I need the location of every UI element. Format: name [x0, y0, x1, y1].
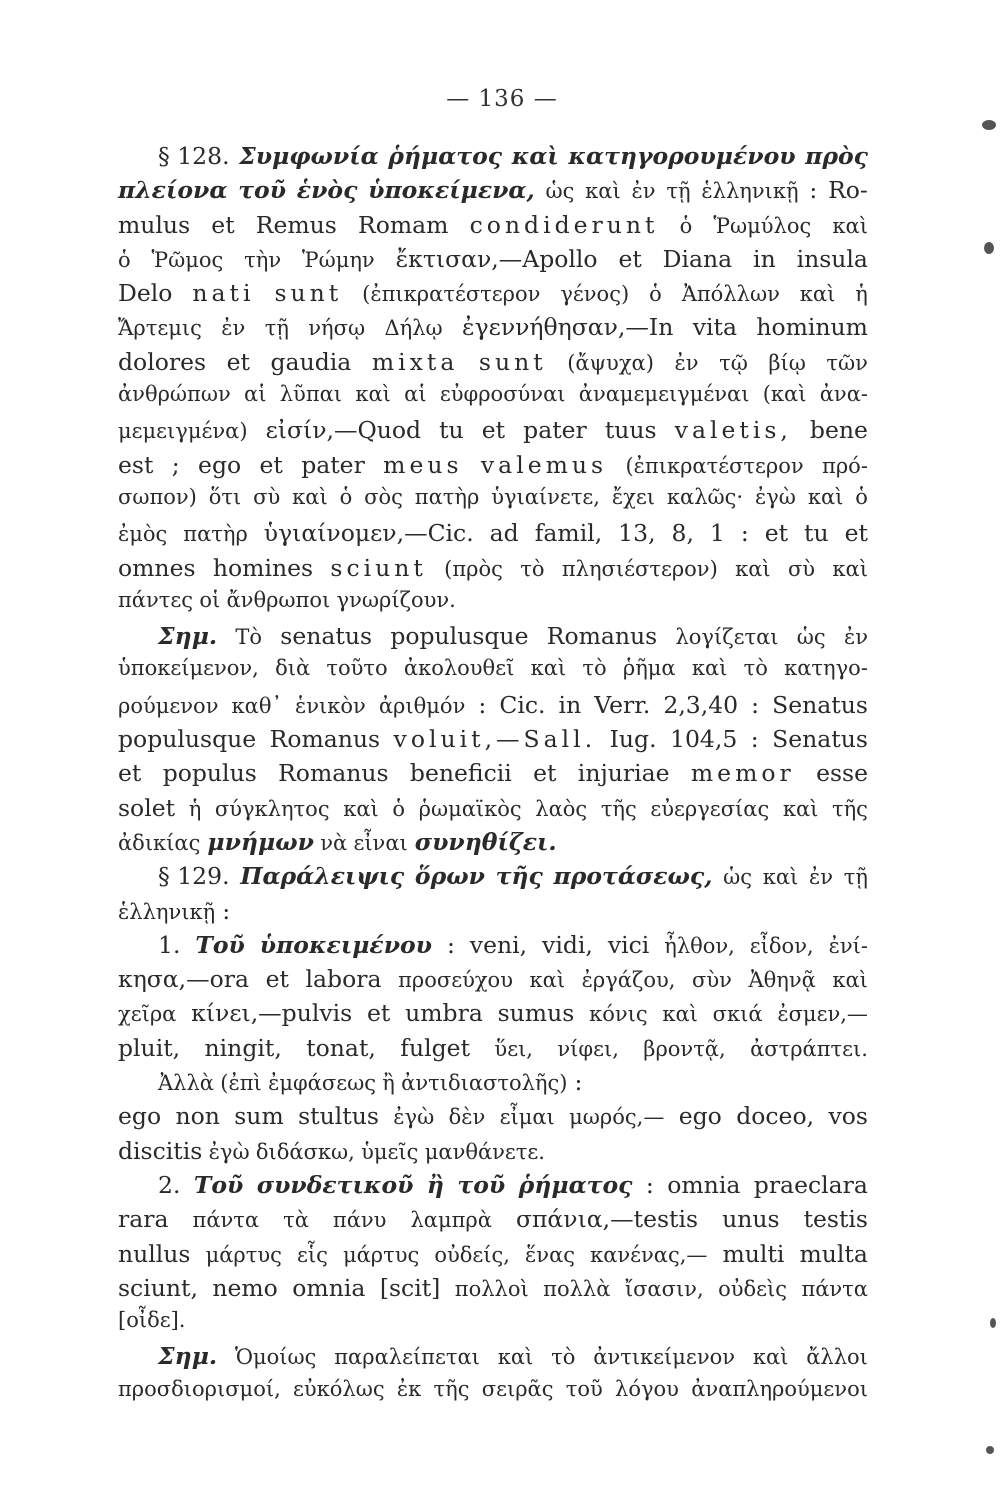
text-line: et populus Romanus beneficii et injuriae memor esse: [118, 759, 868, 788]
text-line: ὑποκείμενον, διὰ τοῦτο ἀκολουθεῖ καὶ τὸ ῥῆμα καὶ τὸ κατηγο-: [118, 656, 868, 681]
text-line: rara πάντα τὰ πάνυ λαμπρὰ σπάνια,—testis unus testis: [118, 1205, 868, 1234]
scan-speck: [986, 1446, 994, 1454]
text-line: sciunt, nemo omnia [scit] πολλοὶ πολλὰ ἴσασιν, οὐδεὶς πάντα: [118, 1273, 868, 1302]
text-line: 2. Τοῦ συνδετικοῦ ἢ τοῦ ῥήματος : omnia praeclara: [158, 1170, 868, 1199]
text-line: Ἄρτεμις ἐν τῇ νήσῳ Δήλῳ ἐγεννήθησαν,—In vita hominum: [118, 313, 868, 342]
scan-speck: [982, 120, 996, 130]
text-line: [οἶδε].: [118, 1308, 186, 1333]
text-line: ἀνθρώπων αἱ λῦπαι καὶ αἱ εὐφροσύναι ἀναμεμειγμέναι (καὶ ἀνα-: [118, 382, 868, 407]
text-line: ἀδικίας μνήμων νὰ εἶναι συνηθίζει.: [118, 827, 557, 856]
text-line: § 128. Συμφωνία ῥήματος καὶ κατηγορουμένου πρὸς: [158, 142, 868, 170]
text-line: pluit, ningit, tonat, fulget ὕει, νίφει, βροντᾷ, ἀστράπτει.: [118, 1033, 868, 1062]
text-line: χεῖρα κίνει,—pulvis et umbra sumus κόνις καὶ σκιά ἐσμεν,—: [118, 999, 868, 1028]
text-line: κησα,—ora et labora προσεύχου καὶ ἐργάζου, σὺν Ἀθηνᾷ καὶ: [118, 965, 868, 994]
text-line: ἑλληνικῇ :: [118, 896, 231, 925]
text-line: μεμειγμένα) εἰσίν,—Quod tu et pater tuus valetis, bene: [118, 416, 868, 445]
page-number: — 136 —: [446, 86, 558, 112]
scan-speck: [984, 242, 994, 254]
text-line: solet ἡ σύγκλητος καὶ ὁ ῥωμαϊκὸς λαὸς τῆς εὐεργεσίας καὶ τῆς: [118, 793, 868, 822]
text-line: Ἀλλὰ (ἐπὶ ἐμφάσεως ἢ ἀντιδιαστολῆς) :: [158, 1068, 583, 1097]
text-line: discitis ἐγὼ διδάσκω, ὑμεῖς μανθάνετε.: [118, 1136, 545, 1165]
text-line: ἐμὸς πατὴρ ὑγιαίνομεν,—Cic. ad famil, 13, 8, 1 : et tu et: [118, 519, 868, 548]
text-line: ρούμενον καθ᾽ ἑνικὸν ἀριθμόν : Cic. in Verr. 2,3,40 : Senatus: [118, 690, 868, 719]
text-line: ego non sum stultus ἐγὼ δὲν εἶμαι μωρός,— ego doceo, vos: [118, 1102, 868, 1131]
text-line: ὁ Ῥῶμος τὴν Ῥώμην ἔκτισαν,—Apollo et Diana in insula: [118, 244, 868, 273]
text-body: [118, 142, 868, 1411]
text-line: nullus μάρτυς εἷς μάρτυς οὐδείς, ἕνας κανένας,— multi multa: [118, 1239, 868, 1268]
text-line: 1. Τοῦ ὑποκειμένου : veni, vidi, vici ἦλθον, εἶδον, ἐνί-: [158, 930, 868, 959]
text-line: σωπον) ὅτι σὺ καὶ ὁ σὸς πατὴρ ὑγιαίνετε, ἔχει καλῶς· ἐγὼ καὶ ὁ: [118, 484, 868, 509]
text-line: προσδιορισμοί, εὐκόλως ἐκ τῆς σειρᾶς τοῦ λόγου ἀναπληρούμενοι: [118, 1376, 868, 1401]
text-line: Σημ. Τὸ senatus populusque Romanus λογίζεται ὡς ἐν: [158, 622, 868, 651]
text-line: πάντες οἱ ἄνθρωποι γνωρίζουν.: [118, 587, 456, 612]
scan-speck: [990, 1318, 996, 1328]
text-line: omnes homines sciunt (πρὸς τὸ πλησιέστερον) καὶ σὺ καὶ: [118, 553, 868, 582]
text-line: est ; ego et pater meus valemus (ἐπικρατέστερον πρό-: [118, 450, 868, 479]
text-line: populusque Romanus voluit,—Sall. Iug. 104,5 : Senatus: [118, 725, 868, 754]
text-line: mulus et Remus Romam condiderunt ὁ Ῥωμύλος καὶ: [118, 210, 868, 239]
text-line: dolores et gaudia mixta sunt (ἄψυχα) ἐν τῷ βίῳ τῶν: [118, 347, 868, 376]
text-line: πλείονα τοῦ ἑνὸς ὑποκείμενα, ὡς καὶ ἐν τῇ ἑλληνικῇ : Ro-: [118, 176, 868, 205]
text-line: § 129. Παράλειψις ὅρων τῆς προτάσεως, ὡς καὶ ἐν τῇ: [158, 862, 868, 891]
text-line: Σημ. Ὁμοίως παραλείπεται καὶ τὸ ἀντικείμενον καὶ ἄλλοι: [158, 1342, 868, 1371]
text-line: Delo nati sunt (ἐπικρατέστερον γένος) ὁ Ἀπόλλων καὶ ἡ: [118, 279, 868, 308]
